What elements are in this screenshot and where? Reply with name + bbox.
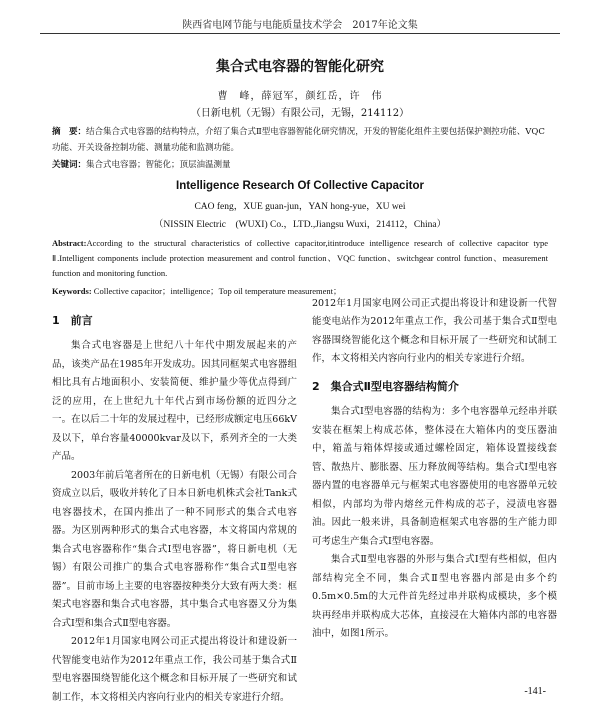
section-1-heading: 1 前言 bbox=[52, 314, 93, 327]
abstract-cn bbox=[52, 124, 548, 156]
affiliation-cn: （日新电机（无锡）有限公司，无锡，214112） bbox=[190, 108, 410, 119]
keywords-text-cn: 集合式电容器；智能化；顶层油温测量 bbox=[86, 160, 231, 170]
keywords-text-en: Collective capacitor；intelligence；Top oil temperature measurement； bbox=[93, 286, 342, 296]
authors-cn: 曹 峰，薛冠军，颜红岳，许 伟 bbox=[217, 91, 383, 102]
keywords-label-cn: 关键词： bbox=[52, 160, 87, 170]
section-1-paragraph-2: 2003年前后笔者所在的日新电机（无锡）有限公司合资成立以后，吸收并转化了日本日新电机株式会社Tank式电容器技术，在国内推出了一种不同形式的集合式电容器。为区别两种形式的集合式电容器，本文将国内常规的集合式电容器称作“集合式Ⅰ型电容器”，将日新电机（无锡）有限公司推广的集合式电容器称作“集合式Ⅱ型电容器”。目前市场上主要的电容器按种类分大致有两大类：框架式电容器和集合式电容器，其中集合式电容器又分为集合式Ⅰ型和集合式Ⅱ型电容器。 bbox=[52, 469, 297, 629]
abstract-label-cn: 摘 要： bbox=[52, 127, 87, 137]
section-1-paragraph-3-continued bbox=[312, 297, 557, 369]
abstract-label-en: Abstract: bbox=[52, 238, 87, 248]
paper-title-en: Intelligence Research Of Collective Capacitor bbox=[176, 180, 424, 192]
affiliation-en: （NISSIN Electric (WUXI) Co.，LTD.,Jiangsu Wuxi，214112，China） bbox=[153, 220, 447, 230]
abstract-text-en: According to the structural characteristics of collective capacitor,itintroduce intelligence research of collective capacitor type Ⅱ.Intelligent components include protection measurement and control function、VQC function、switchgear control function、measurement function and monitoring function. bbox=[52, 238, 548, 278]
body-column-right bbox=[312, 297, 557, 644]
paper-title-cn: 集合式电容器的智能化研究 bbox=[216, 59, 384, 75]
section-2-paragraph-1: 集合式Ⅰ型电容器的结构为：多个电容器单元经串并联安装在框架上构成芯体，整体浸在大箱体内的变压器油中，箱盖与箱体焊接或通过螺栓固定，箱体设置接线套管、散热片、膨胀器、压力释放阀等结构。集合式Ⅰ型电容器内置的电容器单元与框架式电容器使用的电容器单元较相似，内部均为带内熔丝元件构成的芯子，浸渍电容器油。因此一般来讲，具备制造框架式电容器的生产能力即可考虑生产集合式Ⅰ型电容器。 bbox=[312, 406, 557, 547]
section-2-paragraph-2: 集合式Ⅱ型电容器的外形与集合式Ⅰ型有些相似，但内部结构完全不同，集合式Ⅱ型电容器内部是由多个约0.5m×0.5m的大元件首先经过串并联构成模块，多个模块再经串并联构成大芯体，直接浸在大箱体内部的电容器油中，如图1所示。 bbox=[312, 554, 557, 639]
section-1-paragraph-3-cont-text: 2012年1月国家电网公司正式提出将设计和建设新一代智能变电站作为2012年重点工作，我公司基于集合式Ⅱ型电容器围绕智能化这个概念和目标开展了一些研究和试制工作，本文将相关内容向行业内的相关专家进行介绍。 bbox=[312, 297, 557, 364]
keywords-cn bbox=[52, 158, 548, 170]
section-2-heading: 2 集合式Ⅱ型电容器结构简介 bbox=[312, 380, 459, 393]
section-1-paragraph-1: 集合式电容器是上世纪八十年代中期发展起来的产品，该类产品在1985年开发成功。因其同框架式电容器组相比具有占地面积小、安装简便、维护量少等优点得到广泛的应用，在上世纪九十年代占到市场份额的近四分之一。在以后二十年的发展过程中，已经形成额定电压66kV及以下，单台容量40000kvar及以下，系列齐全的一大类产品。 bbox=[52, 340, 297, 462]
running-header: 陕西省电网节能与电能质量技术学会 2017年论文集 bbox=[182, 20, 418, 31]
abstract-text-cn: 结合集合式电容器的结构特点，介绍了集合式Ⅱ型电容器智能化研究情况，开发的智能化组件主要包括保护测控功能、VQC功能、开关设备控制功能、测量功能和监测功能。 bbox=[52, 127, 545, 153]
body-column-left bbox=[52, 313, 297, 703]
abstract-en bbox=[52, 236, 548, 281]
keywords-label-en: Keywords: bbox=[52, 286, 92, 296]
header-divider bbox=[40, 33, 560, 34]
page-number: -141- bbox=[524, 686, 546, 697]
authors-en: CAO feng，XUE guan-jun，YAN hong-yue，XU wei bbox=[194, 202, 406, 212]
section-1-paragraph-3: 2012年1月国家电网公司正式提出将设计和建设新一代智能变电站作为2012年重点工作，我公司基于集合式Ⅱ型电容器围绕智能化这个概念和目标开展了一些研究和试制工作，本文将相关内容向行业内的相关专家进行介绍。 bbox=[52, 636, 297, 703]
